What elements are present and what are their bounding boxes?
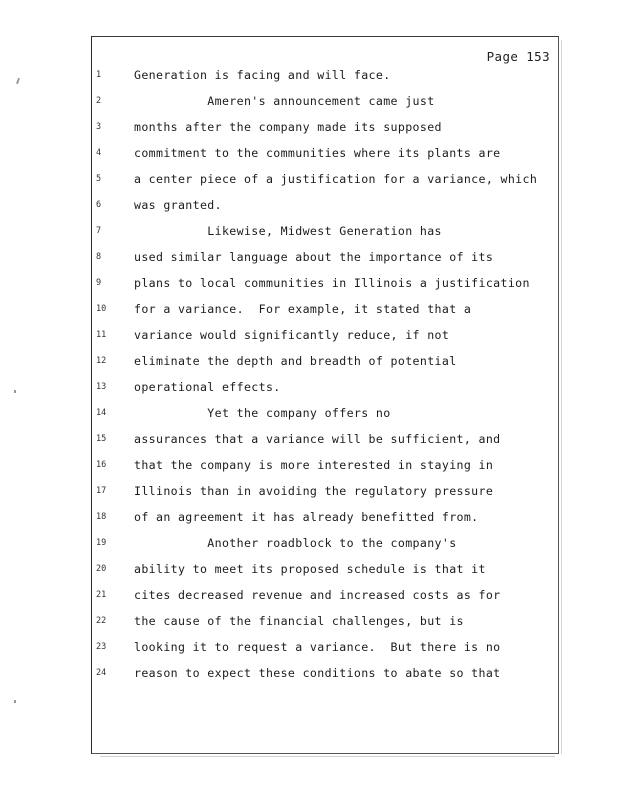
line-number: 23 [96, 642, 107, 652]
line-number: 17 [96, 486, 107, 496]
transcript-line [0, 614, 618, 640]
line-number: 1 [96, 70, 102, 80]
line-number: 3 [96, 122, 102, 132]
transcript-line [0, 68, 618, 94]
transcript-line [0, 146, 618, 172]
transcript-line [0, 380, 618, 406]
line-text: Another roadblock to the company's [134, 536, 457, 550]
line-text: for a variance. For example, it stated that a [134, 302, 472, 316]
line-number: 13 [96, 382, 107, 392]
line-text: operational effects. [134, 380, 281, 394]
line-text: Illinois than in avoiding the regulatory pressure [134, 484, 494, 498]
line-text: was granted. [134, 198, 222, 212]
line-text: variance would significantly reduce, if not [134, 328, 450, 342]
line-text: used similar language about the importance of its [134, 250, 494, 264]
transcript-line [0, 120, 618, 146]
line-number: 4 [96, 148, 102, 158]
scan-mark [561, 40, 562, 754]
line-text: Ameren's announcement came just [134, 94, 435, 108]
transcript-line [0, 406, 618, 432]
line-number: 22 [96, 616, 107, 626]
line-text: commitment to the communities where its plants are [134, 146, 501, 160]
line-text: Generation is facing and will face. [134, 68, 391, 82]
line-text: eliminate the depth and breadth of potential [134, 354, 457, 368]
line-number: 24 [96, 668, 107, 678]
transcript-line [0, 666, 618, 692]
transcript-line [0, 276, 618, 302]
transcript-line [0, 510, 618, 536]
line-text: months after the company made its supposed [134, 120, 442, 134]
transcript-line [0, 536, 618, 562]
transcript-line [0, 94, 618, 120]
line-text: a center piece of a justification for a variance, which [134, 172, 538, 186]
line-number: 20 [96, 564, 107, 574]
scan-mark [14, 700, 16, 703]
transcript-line [0, 328, 618, 354]
page-number: Page 153 [486, 49, 550, 64]
line-number: 11 [96, 330, 107, 340]
line-number: 6 [96, 200, 102, 210]
line-number: 9 [96, 278, 102, 288]
line-number: 2 [96, 96, 102, 106]
line-number: 7 [96, 226, 102, 236]
line-number: 5 [96, 174, 102, 184]
scan-mark [14, 390, 16, 393]
transcript-line [0, 640, 618, 666]
line-number: 18 [96, 512, 107, 522]
line-text: reason to expect these conditions to abate so that [134, 666, 501, 680]
line-text: looking it to request a variance. But there is no [134, 640, 501, 654]
line-text: Yet the company offers no [134, 406, 391, 420]
transcript-line [0, 484, 618, 510]
line-number: 14 [96, 408, 107, 418]
line-text: cites decreased revenue and increased costs as for [134, 588, 501, 602]
transcript-line [0, 172, 618, 198]
line-number: 10 [96, 304, 107, 314]
transcript-line [0, 224, 618, 250]
line-text: ability to meet its proposed schedule is that it [134, 562, 486, 576]
transcript-line [0, 458, 618, 484]
transcript-line [0, 562, 618, 588]
line-text: plans to local communities in Illinois a justification [134, 276, 530, 290]
line-text: Likewise, Midwest Generation has [134, 224, 442, 238]
line-number: 12 [96, 356, 107, 366]
line-number: 21 [96, 590, 107, 600]
scan-mark [100, 756, 555, 757]
line-number: 15 [96, 434, 107, 444]
line-number: 16 [96, 460, 107, 470]
line-text: the cause of the financial challenges, but is [134, 614, 464, 628]
line-text: of an agreement it has already benefitted from. [134, 510, 479, 524]
line-number: 8 [96, 252, 102, 262]
transcript-line [0, 588, 618, 614]
transcript-line [0, 250, 618, 276]
transcript-line [0, 432, 618, 458]
line-number: 19 [96, 538, 107, 548]
line-text: assurances that a variance will be sufficient, and [134, 432, 501, 446]
line-text: that the company is more interested in staying in [134, 458, 494, 472]
transcript-line [0, 198, 618, 224]
transcript-line [0, 354, 618, 380]
transcript-line [0, 302, 618, 328]
